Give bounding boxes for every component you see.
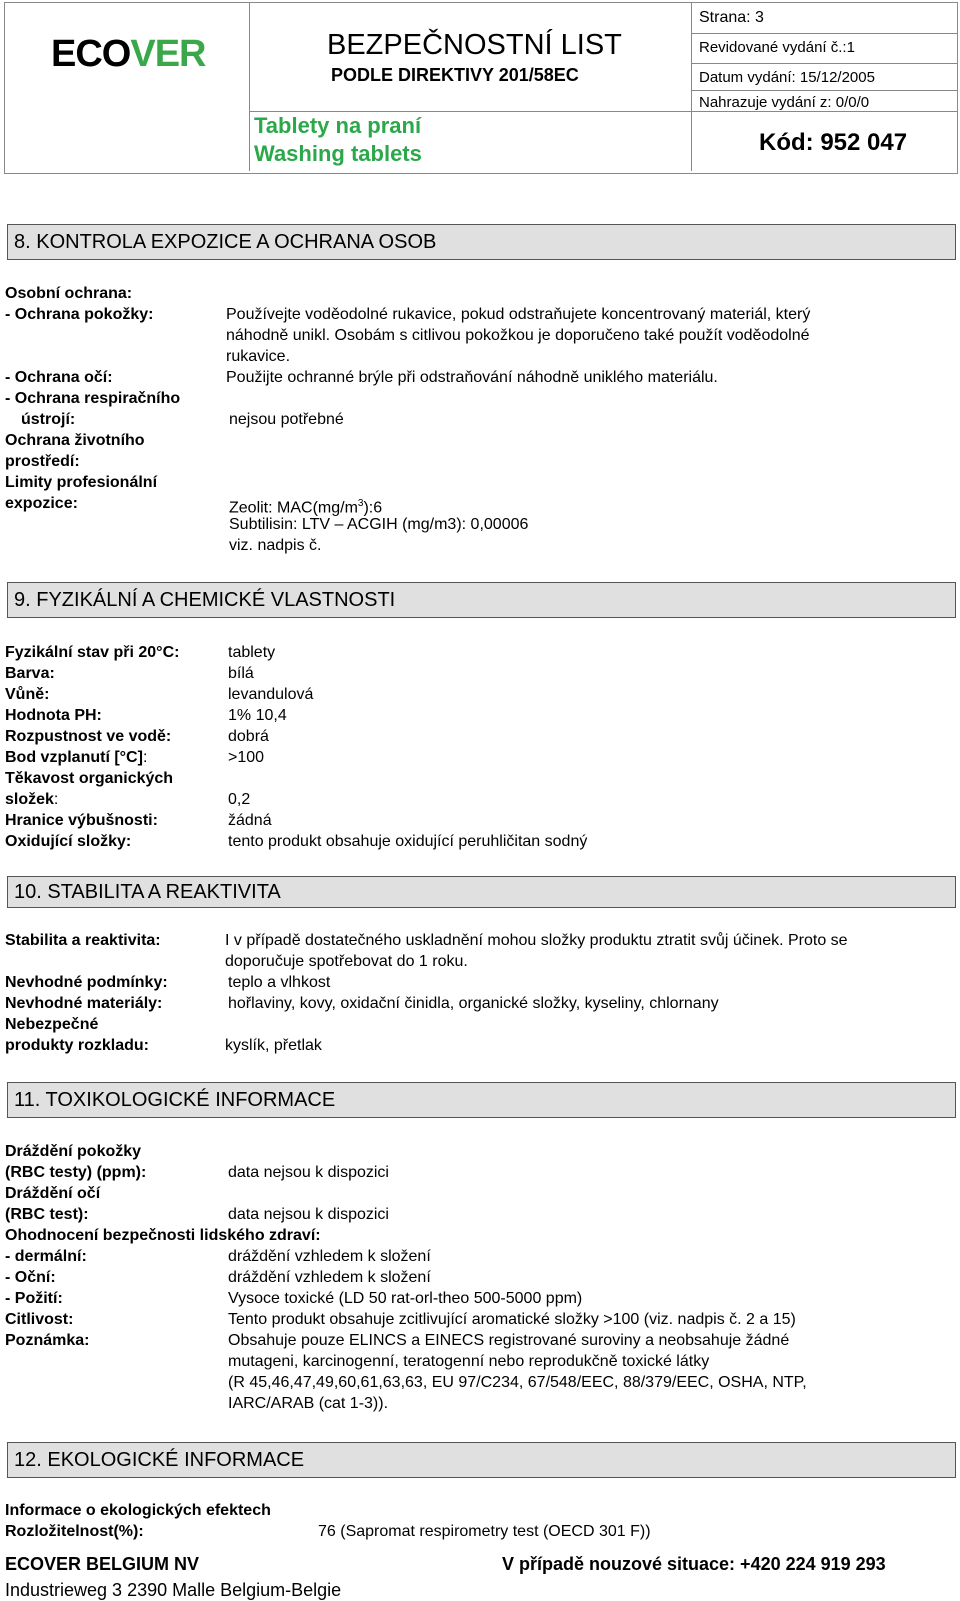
section-12-title: 12. EKOLOGICKÉ INFORMACE bbox=[7, 1442, 956, 1478]
property-label: Hodnota PH: bbox=[5, 707, 102, 724]
document-header bbox=[4, 2, 958, 174]
skin-protection-value: rukavice. bbox=[226, 348, 291, 365]
decomposition-label: Nebezpečné bbox=[5, 1016, 99, 1033]
degradability-label: Rozložitelnost(%): bbox=[5, 1523, 144, 1540]
respiratory-protection-value: nejsou potřebné bbox=[229, 411, 344, 428]
property-value: tablety bbox=[228, 644, 276, 661]
sensitivity-value: Tento produkt obsahuje zcitlivující aromatické složky >100 (viz. nadpis č. 2 a 15) bbox=[228, 1311, 796, 1328]
property-value: dobrá bbox=[228, 728, 269, 745]
skin-protection-value: Používejte voděodolné rukavice, pokud odstraňujete koncentrovaný materiál, který bbox=[226, 306, 811, 323]
exposure-limits-label: Limity profesionální bbox=[5, 474, 158, 491]
skin-protection-label: - Ochrana pokožky: bbox=[5, 306, 154, 323]
meta-divider bbox=[691, 111, 957, 112]
meta-cell bbox=[691, 3, 957, 111]
skin-irritation-value: data nejsou k dispozici bbox=[228, 1164, 389, 1181]
issue-date: Datum vydání: 15/12/2005 bbox=[699, 69, 875, 86]
replaces: Nahrazuje vydání z: 0/0/0 bbox=[699, 94, 870, 111]
ingestion-label: - Požití: bbox=[5, 1290, 63, 1307]
environment-protection-label: Ochrana životního bbox=[5, 432, 145, 449]
document-subtitle: PODLE DIREKTIVY 201/58EC bbox=[331, 65, 579, 85]
stability-label: Stabilita a reaktivita: bbox=[5, 932, 161, 949]
eco-effects-heading: Informace o ekologických efektech bbox=[5, 1502, 271, 1519]
exposure-limit-zeolite: Zeolit: $MAC(mg/m^3):6$ bbox=[229, 498, 383, 517]
respiratory-protection-label: - Ochrana respiračního bbox=[5, 390, 181, 407]
section-9-title: 9. FYZIKÁLNÍ A CHEMICKÉ VLASTNOSTI bbox=[7, 582, 956, 618]
property-label: Rozpustnost ve vodě: bbox=[5, 728, 172, 745]
personal-protection-heading: Osobní ochrana: bbox=[5, 285, 133, 302]
section-10-title: 10. STABILITA A REAKTIVITA bbox=[7, 876, 956, 908]
conditions-value: teplo a vlhkost bbox=[228, 974, 331, 991]
section-8-title: 8. KONTROLA EXPOZICE A OCHRANA OSOB bbox=[7, 224, 956, 260]
product-code: Kód: 952 047 bbox=[759, 129, 908, 156]
property-label: Hranice výbušnosti: bbox=[5, 812, 158, 829]
exposure-limit-subtilisin: Subtilisin: LTV – ACGIH (mg/m3): 0,00006 bbox=[229, 516, 529, 533]
revision: Revidované vydání č.:1 bbox=[699, 39, 855, 56]
property-value: 1% 10,4 bbox=[228, 707, 287, 724]
property-label: Fyzikální stav při 20°C: bbox=[5, 644, 180, 661]
ingestion-value: Vysoce toxické (LD 50 rat-orl-theo 500-5000 ppm) bbox=[228, 1290, 583, 1307]
skin-irritation-label: Dráždění pokožky bbox=[5, 1143, 142, 1160]
note-value: IARC/ARAB (cat 1-3)). bbox=[228, 1395, 389, 1412]
health-assessment-heading: Ohodnocení bezpečnosti lidského zdraví: bbox=[5, 1227, 321, 1244]
respiratory-protection-label: ústrojí: bbox=[21, 411, 76, 428]
eye-irritation-label: Dráždění očí bbox=[5, 1185, 101, 1202]
eye-protection-value: Použijte ochranné brýle při odstraňování náhodně uniklého materiálu. bbox=[226, 369, 718, 386]
decomposition-value: kyslík, přetlak bbox=[225, 1037, 322, 1054]
meta-divider bbox=[691, 33, 957, 34]
eye-protection-label: - Ochrana očí: bbox=[5, 369, 113, 386]
property-value: 0,2 bbox=[228, 791, 251, 808]
skin-irritation-label: (RBC testy) (ppm): bbox=[5, 1164, 147, 1181]
stability-value: I v případě dostatečného uskladnění mohou složky produktu ztratit svůj účinek. Proto se bbox=[225, 932, 848, 949]
ecover-logo: ECOVER bbox=[51, 33, 206, 75]
ocular-label: - Oční: bbox=[5, 1269, 56, 1286]
skin-protection-value: náhodně unikl. Osobám s citlivou pokožkou je doporučeno také použít voděodolné bbox=[226, 327, 810, 344]
conditions-label: Nevhodné podmínky: bbox=[5, 974, 168, 991]
eye-irritation-value: data nejsou k dispozici bbox=[228, 1206, 389, 1223]
section-11-title: 11. TOXIKOLOGICKÉ INFORMACE bbox=[7, 1082, 956, 1118]
property-value: >100 bbox=[228, 749, 265, 766]
property-value: žádná bbox=[228, 812, 272, 829]
page-number: Strana: 3 bbox=[699, 9, 764, 26]
note-value: (R 45,46,47,49,60,61,63,63, EU 97/C234, 67/548/EEC, 88/379/EEC, OSHA, NTP, bbox=[228, 1374, 807, 1391]
logo-cell bbox=[5, 3, 250, 171]
exposure-limit-ref: viz. nadpis č. bbox=[229, 537, 322, 554]
title-cell bbox=[249, 3, 692, 112]
product-name-cz: Tablety na praní bbox=[254, 113, 422, 138]
stability-value: doporučuje spotřebovat do 1 roku. bbox=[225, 953, 468, 970]
dermal-value: dráždění vzhledem k složení bbox=[228, 1248, 431, 1265]
document-title: BEZPEČNOSTNÍ LIST bbox=[327, 29, 622, 61]
property-value: bílá bbox=[228, 665, 254, 682]
property-label: Oxidující složky: bbox=[5, 833, 132, 850]
ocular-value: dráždění vzhledem k složení bbox=[228, 1269, 431, 1286]
degradability-value: 76 (Sapromat respirometry test (OECD 301 F)) bbox=[318, 1523, 651, 1540]
product-name-en: Washing tablets bbox=[254, 141, 422, 166]
note-label: Poznámka: bbox=[5, 1332, 90, 1349]
property-value: tento produkt obsahuje oxidující peruhličitan sodný bbox=[228, 833, 588, 850]
dermal-label: - dermální: bbox=[5, 1248, 87, 1265]
property-value: levandulová bbox=[228, 686, 314, 703]
materials-label: Nevhodné materiály: bbox=[5, 995, 163, 1012]
property-label: Barva: bbox=[5, 665, 55, 682]
sensitivity-label: Citlivost: bbox=[5, 1311, 74, 1328]
property-label: složek: bbox=[5, 791, 59, 808]
materials-value: hořlaviny, kovy, oxidační činidla, organické složky, kyseliny, chlornany bbox=[228, 995, 719, 1012]
company-address: Industrieweg 3 2390 Malle Belgium-Belgie bbox=[5, 1580, 342, 1600]
property-label: Těkavost organických bbox=[5, 770, 174, 787]
eye-irritation-label: (RBC test): bbox=[5, 1206, 89, 1223]
meta-divider bbox=[691, 63, 957, 64]
property-label: Vůně: bbox=[5, 686, 50, 703]
company-name: ECOVER BELGIUM NV bbox=[5, 1554, 200, 1574]
meta-divider bbox=[691, 90, 957, 91]
product-cell bbox=[249, 111, 692, 171]
emergency-phone: V případě nouzové situace: +420 224 919 293 bbox=[502, 1554, 886, 1574]
note-value: mutageni, karcinogenní, teratogenní nebo reprodukčně toxické látky bbox=[228, 1353, 710, 1370]
note-value: Obsahuje pouze ELINCS a EINECS registrované suroviny a neobsahuje žádné bbox=[228, 1332, 790, 1349]
environment-protection-label: prostředí: bbox=[5, 453, 80, 470]
decomposition-label: produkty rozkladu: bbox=[5, 1037, 150, 1054]
exposure-limits-label: expozice: bbox=[5, 495, 78, 512]
property-label: Bod vzplanutí [°C]: bbox=[5, 749, 148, 766]
